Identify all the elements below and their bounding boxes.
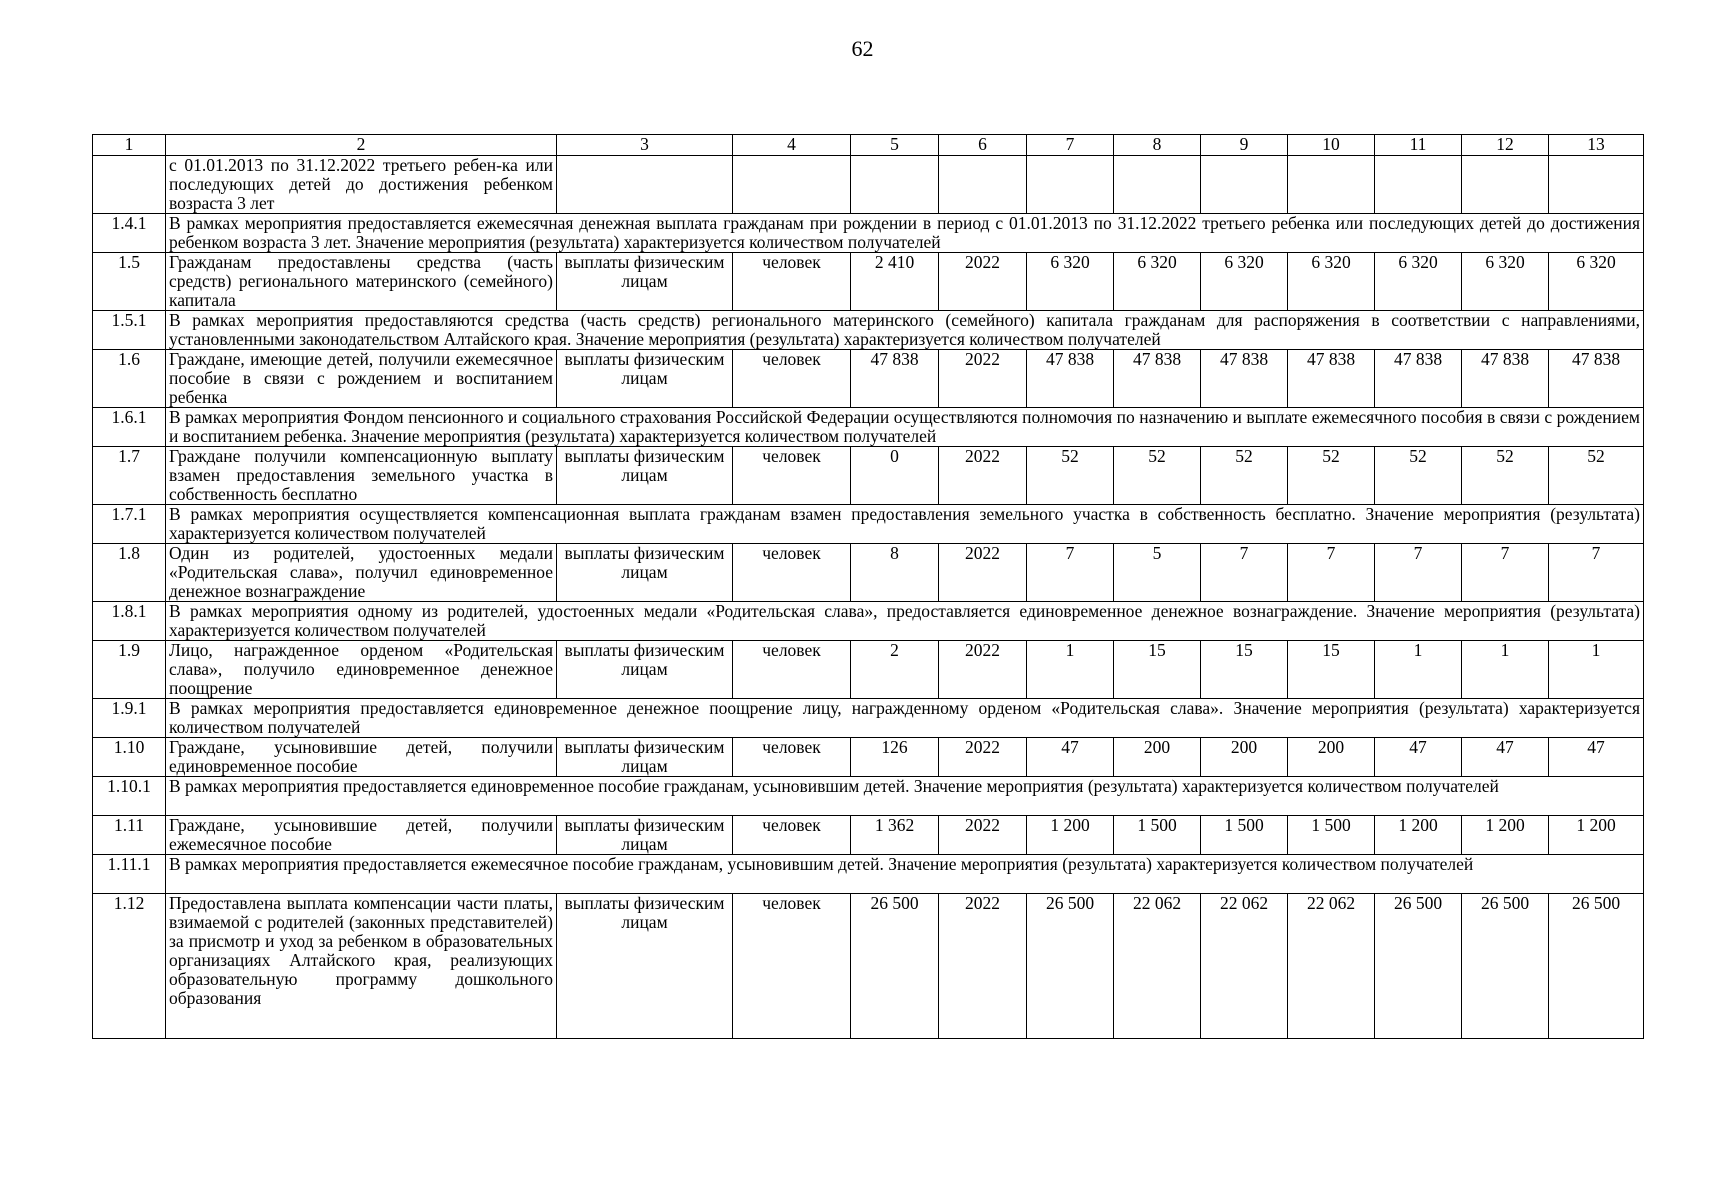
indicator-value: 1 500: [1288, 816, 1375, 855]
column-number-header-row: [93, 135, 1644, 156]
indicator-value: 1 200: [1027, 816, 1114, 855]
row-number: 1.12: [93, 894, 166, 1039]
indicator-unit: человек: [733, 350, 851, 408]
indicator-value: 15: [1114, 641, 1201, 699]
indicator-value: 26 500: [1375, 894, 1462, 1039]
base-year: 2022: [939, 350, 1027, 408]
row-number: 1.9.1: [93, 699, 166, 738]
empty-cell: [851, 156, 939, 214]
empty-cell: [1462, 156, 1549, 214]
indicators-table: [92, 134, 1644, 1039]
indicator-value: 6 320: [1375, 253, 1462, 311]
indicator-value: 52: [1375, 447, 1462, 505]
indicator-row: [93, 641, 1644, 699]
empty-cell: [1288, 156, 1375, 214]
measure-description-row: [93, 505, 1644, 544]
base-year: 2022: [939, 894, 1027, 1039]
row-number: 1.8.1: [93, 602, 166, 641]
indicator-value: 22 062: [1201, 894, 1288, 1039]
row-number: 1.5.1: [93, 311, 166, 350]
indicator-name: Граждане, имеющие детей, получили ежемесячное пособие в связи с рождением и воспитанием ребенка: [166, 350, 557, 408]
row-number: 1.11.1: [93, 855, 166, 894]
row-number: 1.9: [93, 641, 166, 699]
indicator-value: 52: [1462, 447, 1549, 505]
measure-description: В рамках мероприятия одному из родителей, удостоенных медали «Родительская слава», предоставляется единовременное денежное вознаграждение. Значение мероприятия (результата) характеризуется количеством получателей: [166, 602, 1644, 641]
indicator-value: 7: [1201, 544, 1288, 602]
empty-cell: [1549, 156, 1644, 214]
indicator-value: 6 320: [1549, 253, 1644, 311]
indicator-value: 52: [1114, 447, 1201, 505]
indicator-value: 7: [1027, 544, 1114, 602]
indicator-name: Граждане, усыновившие детей, получили ежемесячное пособие: [166, 816, 557, 855]
row-number: 1.11: [93, 816, 166, 855]
indicator-row: [93, 253, 1644, 311]
column-header: 11: [1375, 135, 1462, 156]
indicator-value: 7: [1288, 544, 1375, 602]
indicator-value: 1 200: [1375, 816, 1462, 855]
measure-description-row: [93, 602, 1644, 641]
indicator-value: 22 062: [1288, 894, 1375, 1039]
column-header: 2: [166, 135, 557, 156]
measure-description: В рамках мероприятия предоставляется единовременное пособие гражданам, усыновившим детей. Значение мероприятия (результата) характеризуется количеством получателей: [166, 777, 1644, 816]
measure-description: В рамках мероприятия предоставляется единовременное денежное поощрение лицу, награжденному орденом «Родительская слава». Значение мероприятия (результата) характеризуется количеством получателей: [166, 699, 1644, 738]
measure-description: В рамках мероприятия предоставляется ежемесячная денежная выплата гражданам при рождении в период с 01.01.2013 по 31.12.2022 третьего ребенка или последующих детей до достижения ребенком возраста 3 лет. Значение мероприятия (результата) характеризуется количеством получателей: [166, 214, 1644, 253]
indicator-row: [93, 894, 1644, 1039]
indicator-category: выплаты физическим лицам: [557, 253, 733, 311]
indicator-value: 126: [851, 738, 939, 777]
empty-cell: [939, 156, 1027, 214]
indicator-value: 7: [1375, 544, 1462, 602]
indicator-category: выплаты физическим лицам: [557, 894, 733, 1039]
indicator-value: 6 320: [1201, 253, 1288, 311]
indicator-value: 1 200: [1549, 816, 1644, 855]
indicator-row: [93, 350, 1644, 408]
indicator-value: 47 838: [1027, 350, 1114, 408]
indicator-value: 6 320: [1462, 253, 1549, 311]
indicator-category: выплаты физическим лицам: [557, 350, 733, 408]
indicator-value: 47: [1375, 738, 1462, 777]
row-number: 1.4.1: [93, 214, 166, 253]
base-year: 2022: [939, 641, 1027, 699]
measure-description-row: [93, 311, 1644, 350]
indicator-value: 47: [1549, 738, 1644, 777]
empty-cell: [733, 156, 851, 214]
row-number: [93, 156, 166, 214]
indicator-value: 6 320: [1027, 253, 1114, 311]
column-header: 3: [557, 135, 733, 156]
indicator-value: 52: [1549, 447, 1644, 505]
column-header: 5: [851, 135, 939, 156]
indicator-value: 6 320: [1288, 253, 1375, 311]
indicator-unit: человек: [733, 447, 851, 505]
indicator-name: Один из родителей, удостоенных медали «Родительская слава», получил единовременное денежное вознаграждение: [166, 544, 557, 602]
column-header: 8: [1114, 135, 1201, 156]
indicator-value: 1 500: [1114, 816, 1201, 855]
base-year: 2022: [939, 738, 1027, 777]
indicator-value: 26 500: [1549, 894, 1644, 1039]
indicator-value: 8: [851, 544, 939, 602]
base-year: 2022: [939, 447, 1027, 505]
indicator-unit: человек: [733, 253, 851, 311]
indicator-value: 26 500: [1462, 894, 1549, 1039]
indicator-row: [93, 738, 1644, 777]
measure-description: В рамках мероприятия предоставляется ежемесячное пособие гражданам, усыновившим детей. Значение мероприятия (результата) характеризуется количеством получателей: [166, 855, 1644, 894]
indicator-value: 1: [1027, 641, 1114, 699]
row-number: 1.7.1: [93, 505, 166, 544]
indicator-category: выплаты физическим лицам: [557, 738, 733, 777]
indicator-value: 52: [1288, 447, 1375, 505]
indicator-name: Граждане, усыновившие детей, получили единовременное пособие: [166, 738, 557, 777]
indicator-value: 22 062: [1114, 894, 1201, 1039]
indicator-value: 6 320: [1114, 253, 1201, 311]
measure-description-row: [93, 408, 1644, 447]
measure-description: В рамках мероприятия Фондом пенсионного и социального страхования Российской Федерации осуществляются полномочия по назначению и выплате ежемесячного пособия в связи с рождением и воспитанием ребенка. Значение мероприятия (результата) характеризуется количеством получателей: [166, 408, 1644, 447]
indicator-value: 1: [1549, 641, 1644, 699]
indicator-value: 200: [1114, 738, 1201, 777]
indicator-value: 52: [1027, 447, 1114, 505]
measure-description-row: [93, 855, 1644, 894]
indicator-row: [93, 544, 1644, 602]
indicator-name: Лицо, награжденное орденом «Родительская слава», получило единовременное денежное поощрение: [166, 641, 557, 699]
row-number: 1.6: [93, 350, 166, 408]
indicator-value: 15: [1201, 641, 1288, 699]
empty-cell: [1114, 156, 1201, 214]
column-header: 1: [93, 135, 166, 156]
indicator-row: [93, 816, 1644, 855]
indicator-value: 2 410: [851, 253, 939, 311]
indicator-value: 47 838: [1375, 350, 1462, 408]
indicator-unit: человек: [733, 641, 851, 699]
measure-description-row: [93, 699, 1644, 738]
measure-description: В рамках мероприятия предоставляются средства (часть средств) регионального материнского (семейного) капитала гражданам для распоряжения в соответствии с направлениями, установленными законодательством Алтайского края. Значение мероприятия (результата) характеризуется количеством получателей: [166, 311, 1644, 350]
indicator-unit: человек: [733, 894, 851, 1039]
indicator-value: 1: [1462, 641, 1549, 699]
base-year: 2022: [939, 253, 1027, 311]
column-header: 7: [1027, 135, 1114, 156]
base-year: 2022: [939, 816, 1027, 855]
measure-description: В рамках мероприятия осуществляется компенсационная выплата гражданам взамен предоставления земельного участка в собственность бесплатно. Значение мероприятия (результата) характеризуется количеством получателей: [166, 505, 1644, 544]
empty-cell: [1201, 156, 1288, 214]
indicator-value: 47 838: [1114, 350, 1201, 408]
continuation-row: [93, 156, 1644, 214]
indicator-unit: человек: [733, 738, 851, 777]
row-number: 1.5: [93, 253, 166, 311]
indicator-value: 1: [1375, 641, 1462, 699]
indicator-value: 52: [1201, 447, 1288, 505]
indicator-value: 1 362: [851, 816, 939, 855]
indicator-value: 26 500: [851, 894, 939, 1039]
indicator-value: 47 838: [1462, 350, 1549, 408]
empty-cell: [1375, 156, 1462, 214]
measure-description-row: [93, 214, 1644, 253]
indicator-value: 15: [1288, 641, 1375, 699]
row-number: 1.6.1: [93, 408, 166, 447]
indicator-category: выплаты физическим лицам: [557, 544, 733, 602]
indicator-value: 1 200: [1462, 816, 1549, 855]
indicator-name: Предоставлена выплата компенсации части платы, взимаемой с родителей (законных представителей) за присмотр и уход за ребенком в образовательных организациях Алтайского края, реализующих образовательную программу дошкольного образования: [166, 894, 557, 1039]
column-header: 12: [1462, 135, 1549, 156]
column-header: 9: [1201, 135, 1288, 156]
indicator-name: Граждане получили компенсационную выплату взамен предоставления земельного участка в собственность бесплатно: [166, 447, 557, 505]
indicator-unit: человек: [733, 816, 851, 855]
indicator-value: 0: [851, 447, 939, 505]
indicator-category: выплаты физическим лицам: [557, 447, 733, 505]
base-year: 2022: [939, 544, 1027, 602]
indicator-value: 200: [1201, 738, 1288, 777]
row-number: 1.10: [93, 738, 166, 777]
empty-cell: [557, 156, 733, 214]
indicator-name: с 01.01.2013 по 31.12.2022 третьего ребен-ка или последующих детей до достижения ребенком возраста 3 лет: [166, 156, 557, 214]
column-header: 13: [1549, 135, 1644, 156]
indicator-value: 47: [1027, 738, 1114, 777]
indicator-value: 47 838: [1288, 350, 1375, 408]
indicator-name: Гражданам предоставлены средства (часть средств) регионального материнского (семейного) капитала: [166, 253, 557, 311]
indicator-category: выплаты физическим лицам: [557, 816, 733, 855]
indicator-value: 200: [1288, 738, 1375, 777]
indicator-value: 7: [1549, 544, 1644, 602]
indicator-value: 47 838: [1201, 350, 1288, 408]
indicator-value: 47: [1462, 738, 1549, 777]
empty-cell: [1027, 156, 1114, 214]
row-number: 1.10.1: [93, 777, 166, 816]
indicator-value: 47 838: [851, 350, 939, 408]
indicator-row: [93, 447, 1644, 505]
indicator-value: 47 838: [1549, 350, 1644, 408]
indicator-value: 26 500: [1027, 894, 1114, 1039]
indicator-value: 1 500: [1201, 816, 1288, 855]
indicator-value: 5: [1114, 544, 1201, 602]
measure-description-row: [93, 777, 1644, 816]
column-header: 10: [1288, 135, 1375, 156]
column-header: 6: [939, 135, 1027, 156]
indicator-unit: человек: [733, 544, 851, 602]
indicator-value: 7: [1462, 544, 1549, 602]
indicator-category: выплаты физическим лицам: [557, 641, 733, 699]
page-number: 62: [851, 36, 874, 61]
column-header: 4: [733, 135, 851, 156]
indicator-value: 2: [851, 641, 939, 699]
row-number: 1.8: [93, 544, 166, 602]
row-number: 1.7: [93, 447, 166, 505]
